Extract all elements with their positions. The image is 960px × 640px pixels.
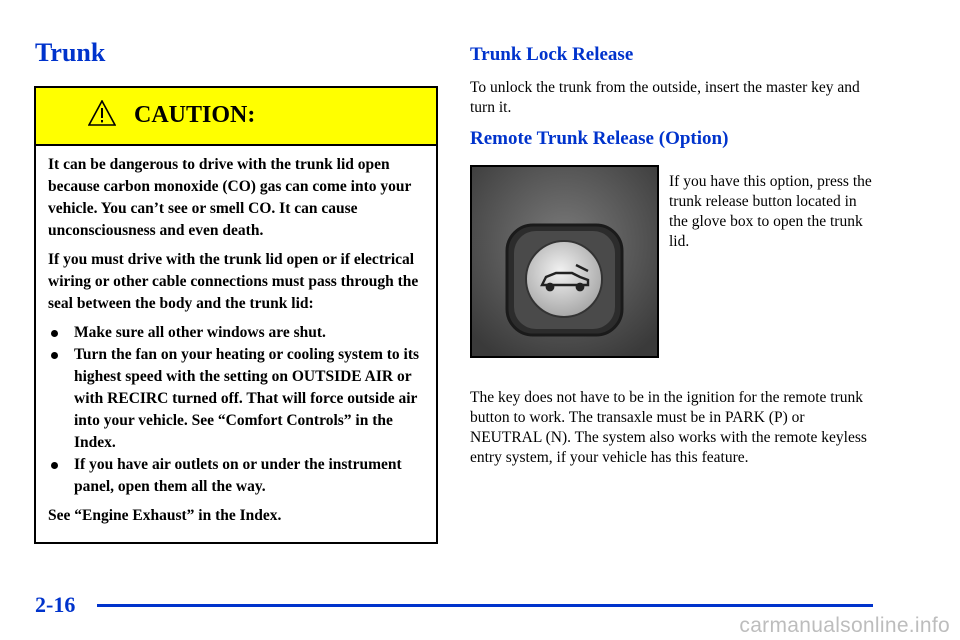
- bullet-text: If you have air outlets on or under the instrument panel, open them all the way.: [74, 456, 402, 495]
- section-heading-remote-release: Remote Trunk Release (Option): [470, 128, 729, 149]
- list-item: [48, 322, 424, 344]
- section-heading-trunk-lock: Trunk Lock Release: [470, 44, 634, 65]
- remote-release-side-text: If you have this option, press the trunk release button located in the glove box to open the trunk lid.: [669, 173, 872, 250]
- bullet-text: Turn the fan on your heating or cooling system to its highest speed with the setting on OUTSIDE AIR or with RECIRC turned off. That will force outside air into your vehicle. See “Comfort Controls” in the Index.: [74, 346, 420, 451]
- watermark: carmanualsonline.info: [739, 614, 950, 637]
- bullet-dot-icon: [51, 330, 58, 337]
- caution-box: [34, 86, 438, 544]
- caution-title: CAUTION:: [134, 102, 256, 128]
- caution-paragraph: It can be dangerous to drive with the trunk lid open because carbon monoxide (CO) gas can come into your vehicle. You can’t see or smell CO. It can cause unconsciousness and even death.: [48, 156, 412, 239]
- trunk-release-button-illustration: [472, 167, 657, 356]
- bullet-dot-icon: [51, 462, 58, 469]
- page-title: Trunk: [35, 38, 106, 67]
- bullet-text: Make sure all other windows are shut.: [74, 324, 326, 341]
- page-number: 2-16: [35, 592, 76, 617]
- list-item: [48, 344, 424, 454]
- caution-body: [36, 146, 436, 527]
- caution-paragraph: If you must drive with the trunk lid open or if electrical wiring or other cable connections must pass through the seal between the body and the trunk lid:: [48, 251, 419, 312]
- caution-bullet-list: [48, 322, 424, 498]
- caution-footer: See “Engine Exhaust” in the Index.: [48, 507, 282, 524]
- footer-divider: [97, 604, 873, 607]
- trunk-release-button-photo: [470, 165, 659, 358]
- remote-release-text: The key does not have to be in the ignition for the remote trunk button to work. The transaxle must be in PARK (P) or NEUTRAL (N). The system also works with the remote keyless entry system, if your vehicle has this feature.: [470, 389, 867, 466]
- caution-header: [36, 88, 436, 146]
- list-item: [48, 454, 424, 498]
- trunk-lock-text: To unlock the trunk from the outside, insert the master key and turn it.: [470, 79, 860, 116]
- bullet-dot-icon: [51, 352, 58, 359]
- warning-triangle-icon: [88, 100, 116, 126]
